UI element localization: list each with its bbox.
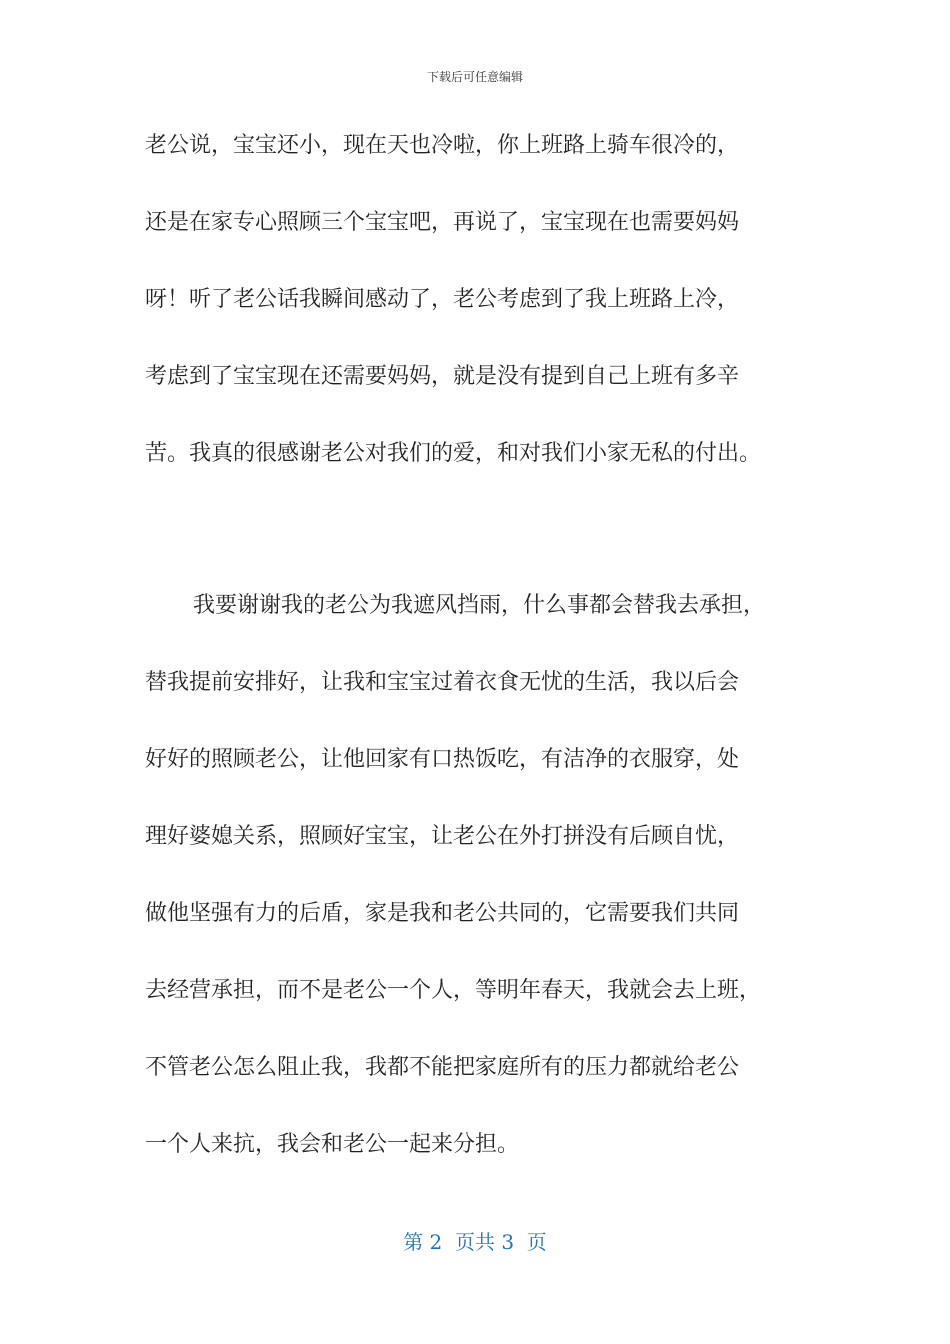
paragraph-2	[145, 586, 825, 1165]
text-line: 老公说，宝宝还小，现在天也冷啦，你上班路上骑车很冷的，	[145, 133, 740, 158]
text-line: 理好婆媳关系，照顾好宝宝，让老公在外打拼没有后顾自忧，	[145, 824, 740, 849]
page-number-footer: 第 2 页共 3 页	[403, 1230, 547, 1254]
header-note: 下载后可任意编辑	[426, 70, 523, 84]
paragraph-spacer	[145, 511, 825, 586]
document-body	[145, 126, 825, 1202]
text-line: 好好的照顾老公，让他回家有口热饭吃，有洁净的衣服穿，处	[145, 747, 740, 772]
text-line-indented: 我要谢谢我的老公为我遮风挡雨，什么事都会替我去承担，	[193, 593, 766, 618]
text-line: 一个人来抗，我会和老公一起来分担。	[145, 1132, 520, 1157]
text-line: 还是在家专心照顾三个宝宝吧，再说了，宝宝现在也需要妈妈	[145, 210, 740, 235]
text-line: 做他坚强有力的后盾，家是我和老公共同的，它需要我们共同	[145, 901, 740, 926]
text-line: 去经营承担，而不是老公一个人，等明年春天，我就会去上班，	[145, 978, 762, 1003]
text-line: 不管老公怎么阻止我，我都不能把家庭所有的压力都就给老公	[145, 1055, 740, 1080]
text-line: 替我提前安排好，让我和宝宝过着衣食无忧的生活，我以后会	[145, 670, 740, 695]
text-line: 苦。我真的很感谢老公对我们的爱，和对我们小家无私的付出。	[145, 441, 762, 466]
text-line: 考虑到了宝宝现在还需要妈妈，就是没有提到自己上班有多辛	[145, 364, 740, 389]
text-line: 呀！听了老公话我瞬间感动了，老公考虑到了我上班路上冷，	[145, 287, 740, 312]
paragraph-1	[145, 126, 825, 474]
